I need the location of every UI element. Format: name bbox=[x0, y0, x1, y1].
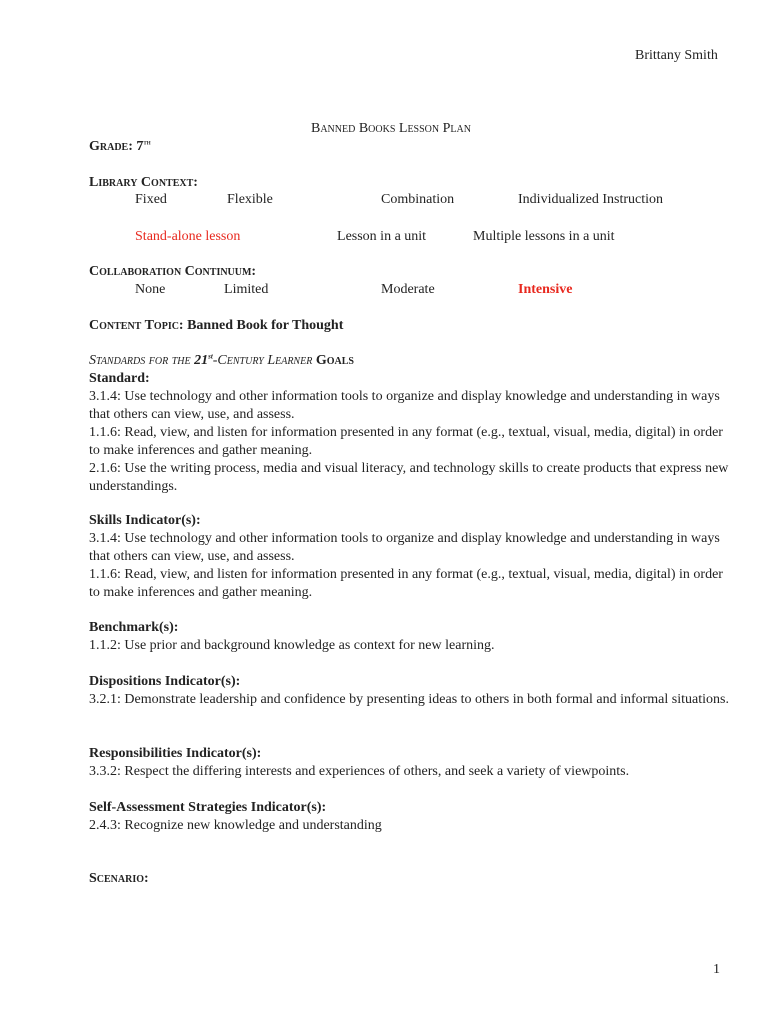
library-option-lesson-in-unit[interactable]: ⊣⃞ Lesson in a unit bbox=[316, 229, 427, 244]
checkbox-icon: ⊣⃞ bbox=[360, 284, 374, 294]
standards-heading: Standards for the 21st-Century Learner Goals bbox=[89, 352, 354, 368]
library-option-multiple-lessons[interactable]: ⊣⃞ Multiple lessons in a unit bbox=[452, 229, 615, 244]
standard-label: Standard: bbox=[89, 371, 150, 386]
checkbox-icon: ⊣⃞ bbox=[114, 231, 128, 241]
responsibilities-section bbox=[89, 745, 729, 781]
dispositions-label: Dispositions Indicator(s): bbox=[89, 674, 241, 689]
grade-value: 7 bbox=[136, 139, 144, 154]
collab-option-intensive[interactable]: ⊣⃞ Intensive bbox=[497, 282, 573, 297]
content-topic-line bbox=[89, 317, 343, 335]
dispositions-item: 3.2.1: Demonstrate leadership and confidence by presenting ideas to others in both formal and informal situations. bbox=[89, 692, 729, 707]
header-author: Brittany Smith bbox=[635, 48, 718, 63]
collaboration-label: Collaboration Continuum: bbox=[89, 264, 257, 279]
library-option-fixed[interactable]: ⊣⃞ Fixed bbox=[114, 192, 167, 207]
responsibilities-label: Responsibilities Indicator(s): bbox=[89, 746, 262, 761]
library-option-flexible[interactable]: ⊣⃞ Flexible bbox=[206, 192, 273, 207]
skills-item: 1.1.6: Read, view, and listen for information presented in any format (e.g., textual, visual, media, digital) in order to make inferences and gather meaning. bbox=[89, 567, 723, 600]
checkbox-icon: ⊣⃞ bbox=[360, 194, 374, 204]
library-option-individualized[interactable]: ⊣⃞ Individualized Instruction bbox=[497, 192, 664, 207]
content-topic-label: Content Topic: bbox=[89, 318, 184, 333]
page-number: 1 bbox=[713, 962, 720, 977]
self-assessment-item: 2.4.3: Recognize new knowledge and understanding bbox=[89, 818, 382, 833]
content-topic-value: Banned Book for Thought bbox=[187, 318, 344, 333]
checkbox-icon: ⊣⃞ bbox=[497, 194, 511, 204]
checkbox-icon: ⊣⃞ bbox=[203, 284, 217, 294]
checkbox-icon: ⊣⃞ bbox=[114, 284, 128, 294]
checkbox-icon: ⊣⃞ bbox=[316, 231, 330, 241]
skills-section bbox=[89, 512, 729, 602]
skills-item: 3.1.4: Use technology and other information tools to organize and display knowledge and understanding in ways that others can view, use, and assess. bbox=[89, 531, 720, 564]
grade-suffix: th bbox=[143, 138, 151, 147]
library-option-stand-alone[interactable]: ⊣⃞ Stand-alone lesson bbox=[114, 229, 241, 244]
checkbox-icon: ⊣⃞ bbox=[452, 231, 466, 241]
responsibilities-item: 3.3.2: Respect the differing interests and experiences of others, and seek a variety of viewpoints. bbox=[89, 764, 630, 779]
library-context-label: Library Context: bbox=[89, 175, 198, 190]
standard-section bbox=[89, 370, 729, 496]
grade-line bbox=[89, 138, 151, 156]
benchmarks-label: Benchmark(s): bbox=[89, 620, 179, 635]
library-option-combination[interactable]: ⊣⃞ Combination bbox=[360, 192, 455, 207]
benchmarks-section bbox=[89, 619, 729, 655]
self-assessment-label: Self-Assessment Strategies Indicator(s): bbox=[89, 800, 327, 815]
standard-item: 1.1.6: Read, view, and listen for information presented in any format (e.g., textual, visual, media, digital) in order to make inferences and gather meaning. bbox=[89, 425, 723, 458]
checkbox-icon: ⊣⃞ bbox=[114, 194, 128, 204]
standard-item: 3.1.4: Use technology and other information tools to organize and display knowledge and understanding in ways that others can view, use, and assess. bbox=[89, 389, 720, 422]
collab-option-none[interactable]: ⊣⃞ None bbox=[114, 282, 166, 297]
checkbox-icon: ⊣⃞ bbox=[497, 284, 511, 294]
checkbox-icon: ⊣⃞ bbox=[206, 194, 220, 204]
document-title: Banned Books Lesson Plan bbox=[311, 121, 471, 136]
benchmarks-item: 1.1.2: Use prior and background knowledge as context for new learning. bbox=[89, 638, 495, 653]
collab-option-moderate[interactable]: ⊣⃞ Moderate bbox=[360, 282, 435, 297]
self-assessment-section bbox=[89, 799, 729, 835]
collab-option-limited[interactable]: ⊣⃞ Limited bbox=[203, 282, 269, 297]
dispositions-section bbox=[89, 673, 729, 709]
scenario-label: Scenario: bbox=[89, 871, 149, 886]
standard-item: 2.1.6: Use the writing process, media and visual literacy, and technology skills to create products that express new understandings. bbox=[89, 461, 729, 494]
grade-label: Grade: bbox=[89, 139, 133, 154]
skills-label: Skills Indicator(s): bbox=[89, 513, 201, 528]
